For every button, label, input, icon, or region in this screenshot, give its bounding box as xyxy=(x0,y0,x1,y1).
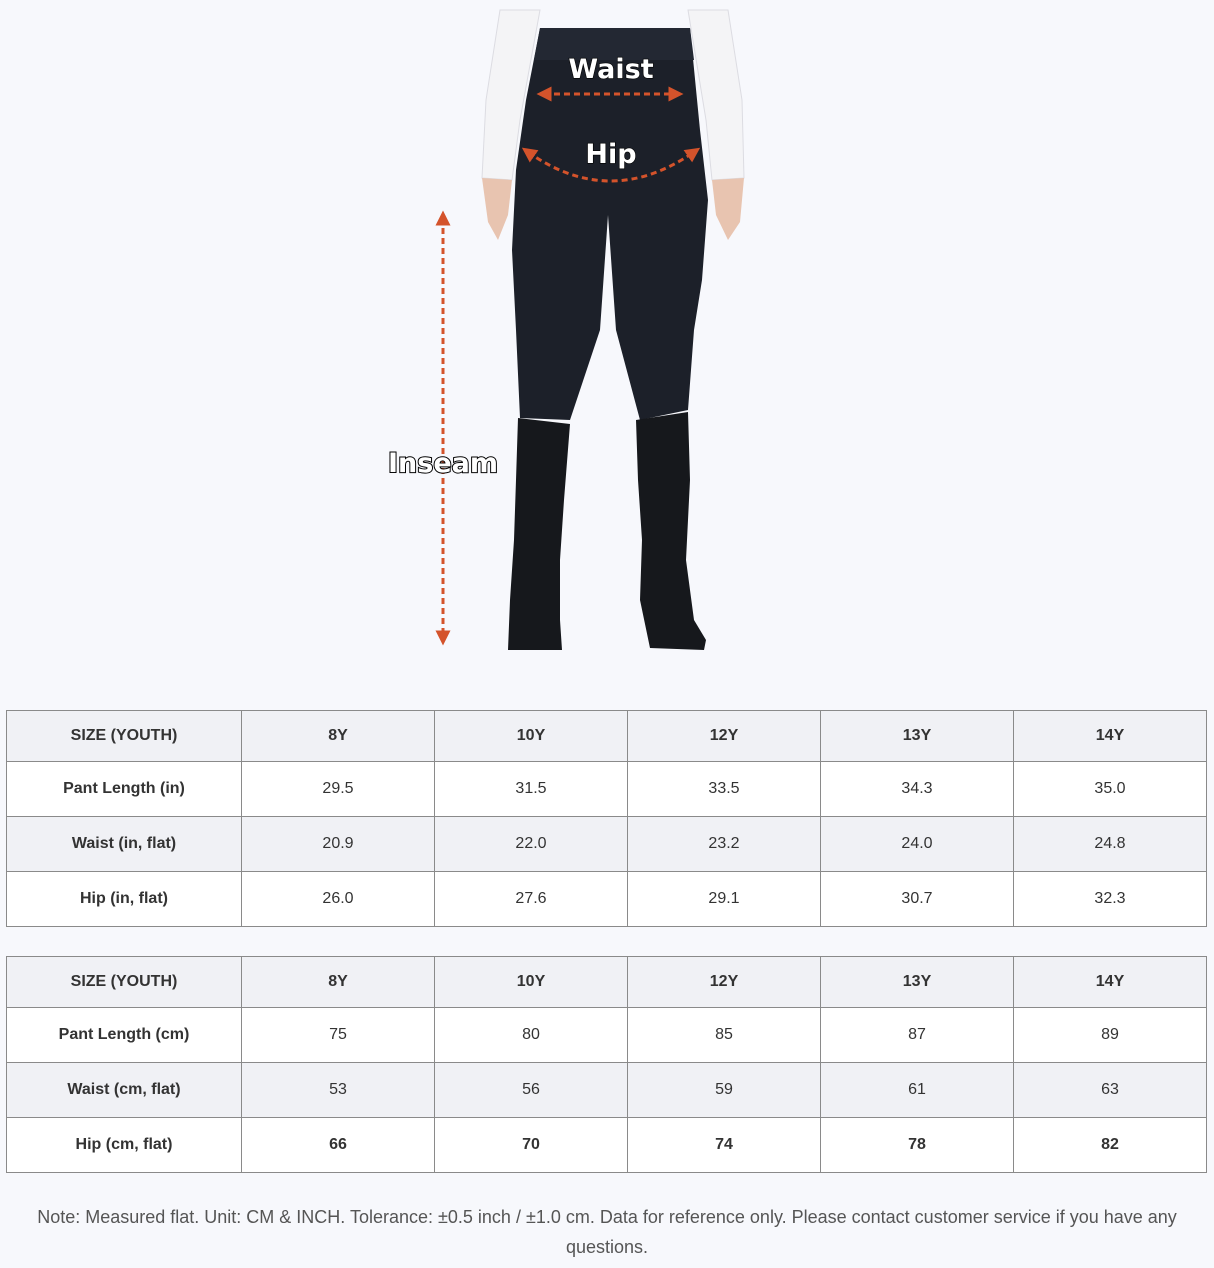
table-cell: 89 xyxy=(1014,1008,1207,1063)
left-boot xyxy=(508,418,570,650)
table-cell: 34.3 xyxy=(821,762,1014,817)
header-cell: SIZE (YOUTH) xyxy=(7,711,242,762)
table-row xyxy=(7,1008,1207,1063)
header-cell: SIZE (YOUTH) xyxy=(7,957,242,1008)
table-cell: 23.2 xyxy=(628,817,821,872)
header-cell: 8Y xyxy=(242,957,435,1008)
pants xyxy=(512,28,708,420)
row-label: Pant Length (in) xyxy=(7,762,242,817)
table-cell: 22.0 xyxy=(435,817,628,872)
table-cell: 29.1 xyxy=(628,872,821,927)
row-label: Hip (in, flat) xyxy=(7,872,242,927)
footnote-text: Note: Measured flat. Unit: CM & INCH. Tolerance: ±0.5 inch / ±1.0 cm. Data for reference only. Please contact customer service if you have any questions. xyxy=(37,1207,1177,1257)
table-cell: 80 xyxy=(435,1008,628,1063)
table-cell: 26.0 xyxy=(242,872,435,927)
hip-label: Hip xyxy=(585,139,637,170)
header-cell: 13Y xyxy=(821,957,1014,1008)
table-cell: 59 xyxy=(628,1063,821,1118)
right-hand xyxy=(712,178,744,240)
header-cell: 10Y xyxy=(435,957,628,1008)
header-cell: 12Y xyxy=(628,957,821,1008)
table-cell: 66 xyxy=(242,1118,435,1173)
table-cell: 31.5 xyxy=(435,762,628,817)
table-cell: 53 xyxy=(242,1063,435,1118)
table-cell: 24.0 xyxy=(821,817,1014,872)
header-cell: 14Y xyxy=(1014,957,1207,1008)
row-label: Waist (in, flat) xyxy=(7,817,242,872)
table-row xyxy=(7,1118,1207,1173)
header-cell: 8Y xyxy=(242,711,435,762)
table-cell: 35.0 xyxy=(1014,762,1207,817)
table-cell: 56 xyxy=(435,1063,628,1118)
table-cell: 63 xyxy=(1014,1063,1207,1118)
inseam-label: Inseam xyxy=(387,448,499,479)
table-cell: 82 xyxy=(1014,1118,1207,1173)
size-table-cm xyxy=(6,956,1207,1173)
table-cell: 78 xyxy=(821,1118,1014,1173)
row-label: Pant Length (cm) xyxy=(7,1008,242,1063)
size-table-inches xyxy=(6,710,1207,927)
table-cell: 29.5 xyxy=(242,762,435,817)
table-cell: 32.3 xyxy=(1014,872,1207,927)
table-cell: 33.5 xyxy=(628,762,821,817)
table-row xyxy=(7,872,1207,927)
table-row xyxy=(7,817,1207,872)
table-header-row xyxy=(7,711,1207,762)
header-cell: 12Y xyxy=(628,711,821,762)
table-cell: 74 xyxy=(628,1118,821,1173)
row-label: Hip (cm, flat) xyxy=(7,1118,242,1173)
header-cell: 13Y xyxy=(821,711,1014,762)
left-hand xyxy=(482,178,512,240)
header-cell: 14Y xyxy=(1014,711,1207,762)
table-cell: 70 xyxy=(435,1118,628,1173)
table-row xyxy=(7,762,1207,817)
table-cell: 30.7 xyxy=(821,872,1014,927)
row-label: Waist (cm, flat) xyxy=(7,1063,242,1118)
waist-label: Waist xyxy=(568,54,654,85)
table-row xyxy=(7,1063,1207,1118)
header-cell: 10Y xyxy=(435,711,628,762)
table-cell: 24.8 xyxy=(1014,817,1207,872)
table-cell: 75 xyxy=(242,1008,435,1063)
table-cell: 61 xyxy=(821,1063,1014,1118)
table-cell: 20.9 xyxy=(242,817,435,872)
footnote xyxy=(0,1202,1214,1262)
table-cell: 87 xyxy=(821,1008,1014,1063)
right-boot xyxy=(636,412,706,650)
table-cell: 27.6 xyxy=(435,872,628,927)
table-cell: 85 xyxy=(628,1008,821,1063)
table-header-row xyxy=(7,957,1207,1008)
